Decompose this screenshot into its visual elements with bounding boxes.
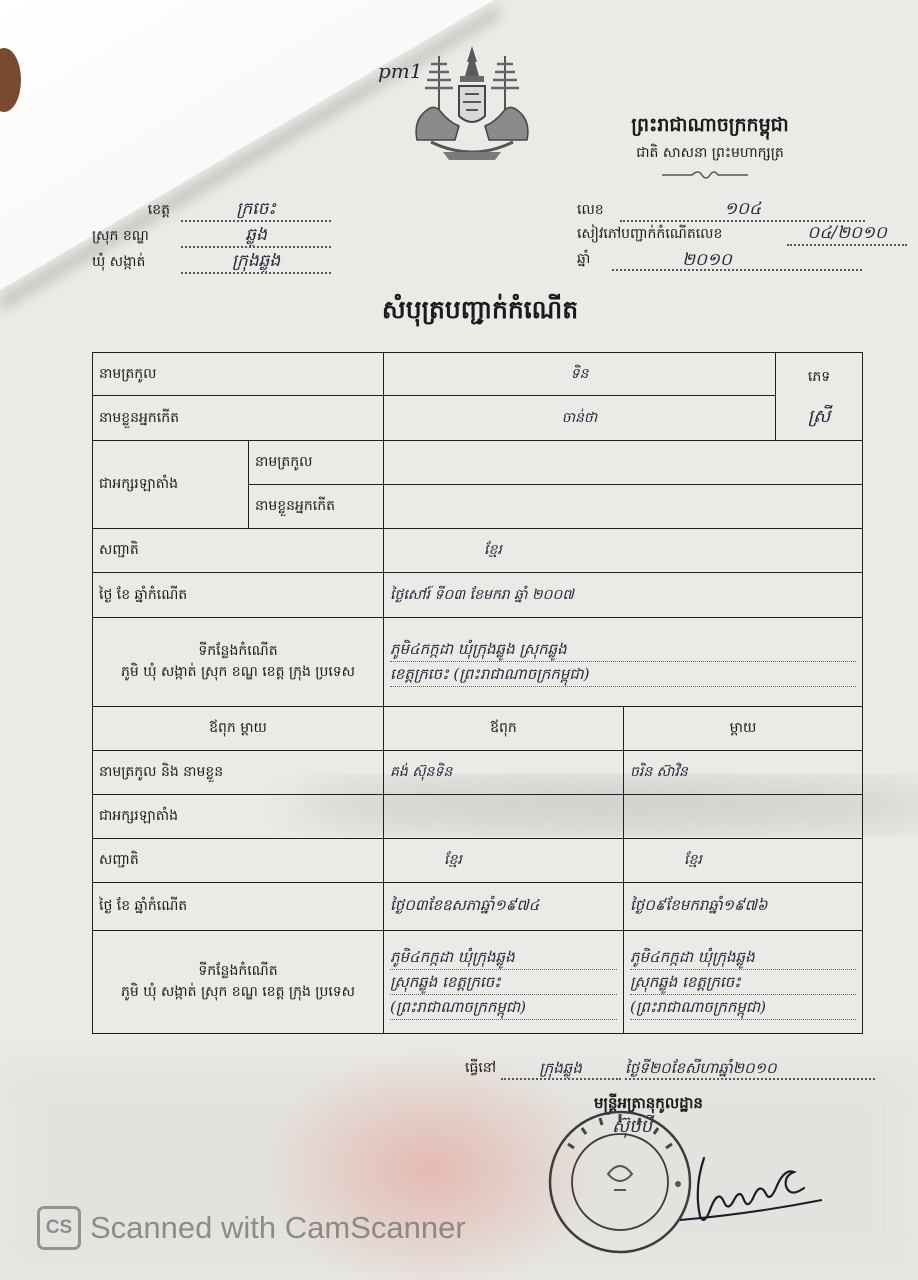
registry-number-field	[577, 198, 867, 222]
registry-year-label: ឆ្នាំ	[577, 251, 591, 267]
father-birth-place-line-3: (ព្រះរាជាណាចក្រកម្ពុជា)	[390, 995, 617, 1020]
child-given-name-label: នាមខ្លួនអ្នកកើត	[93, 396, 384, 441]
registry-book-field	[577, 222, 907, 246]
mother-birth-place-cell	[624, 931, 863, 1034]
child-birth-place-row	[93, 618, 863, 707]
child-birth-place-value-cell	[384, 618, 863, 707]
child-latin-surname-row	[93, 441, 863, 485]
father-latin-value	[384, 795, 624, 839]
child-latin-label: ជាអក្សរឡាតាំង	[93, 441, 249, 529]
parents-latin-label: ជាអក្សរឡាតាំង	[93, 795, 384, 839]
child-nationality-row	[93, 529, 863, 573]
registry-year-value: ២០១០	[612, 249, 862, 271]
parents-header-label: ឪពុក ម្ដាយ	[93, 707, 384, 751]
commune-label: ឃុំ សង្កាត់	[92, 254, 146, 270]
parents-birth-place-row	[93, 931, 863, 1034]
child-sex-label: ភេទ	[807, 368, 831, 385]
officer-name: ស៊ុបបី	[612, 1116, 652, 1137]
emblem-ribbon	[431, 142, 513, 152]
commune-value: ក្រុងឆ្លូង	[181, 250, 331, 274]
ornament-line	[662, 172, 748, 178]
parents-birth-place-label: ទីកន្លែងកំណើត	[198, 963, 278, 979]
ornament-divider	[660, 168, 750, 182]
child-surname-label: នាមត្រកូល	[93, 353, 384, 396]
child-nationality-value: ខ្មែរ	[384, 529, 863, 573]
registry-number-label: លេខ	[577, 202, 604, 218]
commune-field	[92, 250, 332, 274]
made-at-line	[465, 1056, 895, 1080]
child-latin-surname-value	[384, 441, 863, 485]
emblem-base	[443, 152, 501, 160]
officer-title: មន្ត្រីអត្រានុកូលដ្ឋាន	[594, 1094, 703, 1112]
child-birth-place-label-cell	[93, 618, 384, 707]
mother-latin-value	[624, 795, 863, 839]
father-nationality-value: ខ្មែរ	[384, 839, 624, 883]
document-title: សំបុត្របញ្ជាក់កំណើត	[381, 295, 579, 324]
emblem-crown-spire	[465, 46, 479, 76]
parents-nationality-label: សញ្ជាតិ	[93, 839, 384, 883]
father-birth-place-cell	[384, 931, 624, 1034]
district-field	[92, 224, 332, 248]
issue-date-value: ថ្ងៃទី២០ខែសីហាឆ្នាំ២០១០	[625, 1058, 875, 1080]
child-birth-date-label: ថ្ងៃ ខែ ឆ្នាំកំណើត	[93, 573, 384, 618]
province-value: ក្រចេះ	[181, 198, 331, 222]
parents-birth-date-row	[93, 883, 863, 931]
handwritten-note: pm1	[378, 59, 423, 83]
child-birth-place-label: ទីកន្លែងកំណើត	[198, 643, 278, 659]
child-surname-value: ទិន	[384, 353, 776, 396]
mother-birth-place-line-3: (ព្រះរាជាណាចក្រកម្ពុជា)	[630, 995, 856, 1020]
registry-book-value: ០៤/២០១០	[787, 222, 907, 246]
parents-birth-date-label: ថ្ងៃ ខែ ឆ្នាំកំណើត	[93, 883, 384, 931]
parents-header-row	[93, 707, 863, 751]
child-given-name-row	[93, 396, 863, 441]
parents-name-row	[93, 751, 863, 795]
father-birth-place-line-2: ស្រុកឆ្លូង ខេត្តក្រចេះ	[390, 970, 617, 995]
father-birth-place-line-1: ភូមិ៤កក្កដា ឃុំក្រុងឆ្លូង	[390, 945, 617, 970]
district-label: ស្រុក ខណ្ឌ	[92, 228, 149, 244]
father-column-header: ឪពុក	[384, 707, 624, 751]
parents-latin-row	[93, 795, 863, 839]
mother-birth-place-line-2: ស្រុកឆ្លូង ខេត្តក្រចេះ	[630, 970, 856, 995]
child-sex-cell	[776, 353, 863, 441]
emblem-right-lion	[485, 107, 528, 140]
child-birth-date-value: ថ្ងៃសៅរ៍ ទី០៣ ខែមករា ឆ្នាំ ២០០៧	[384, 573, 863, 618]
kingdom-heading: ព្រះរាជាណាចក្រកម្ពុជា	[631, 114, 789, 136]
mother-birth-date-value: ថ្ងៃ០៩ខែមករាឆ្នាំ១៩៧៦	[624, 883, 863, 931]
child-birth-place-line-1: ភូមិ៤កក្កដា ឃុំក្រុងឆ្លូង ស្រុកឆ្លូង	[390, 637, 856, 662]
child-surname-row	[93, 353, 863, 396]
emblem-crown-band	[460, 76, 484, 82]
emblem-shield	[459, 86, 485, 122]
parents-nationality-row	[93, 839, 863, 883]
birth-certificate-table	[92, 352, 863, 1034]
child-latin-given-name-label: នាមខ្លួនអ្នកកើត	[249, 485, 384, 529]
stamp-center-motif	[608, 1166, 632, 1190]
camscanner-watermark: Scanned with CamScanner	[90, 1210, 466, 1245]
child-birth-place-sublabel: ភូមិ ឃុំ សង្កាត់ ស្រុក ខណ្ឌ ខេត្ត ក្រុង ប្រទេស	[120, 664, 356, 680]
stamp-ring-marks	[568, 1114, 672, 1148]
child-latin-given-name-value	[384, 485, 863, 529]
child-sex-value: ស្រី	[807, 405, 831, 427]
child-birth-date-row	[93, 573, 863, 618]
province-field	[92, 198, 332, 222]
made-at-label: ធ្វើនៅ	[465, 1060, 497, 1076]
district-value: ឆ្លូង	[181, 224, 331, 248]
signature-stroke	[698, 1158, 804, 1220]
emblem-left-lion	[416, 107, 459, 140]
royal-arms-emblem	[403, 44, 541, 162]
made-at-value: ក្រុងឆ្លូង	[501, 1058, 621, 1080]
registry-number-value: ១០៤	[620, 198, 865, 222]
province-label: ខេត្ត	[147, 202, 170, 218]
officer-signature	[676, 1138, 826, 1230]
mother-name-value: ចរិន ស៊ាវិន	[624, 751, 863, 795]
parents-birth-place-label-cell	[93, 931, 384, 1034]
child-birth-place-line-2: ខេត្តក្រចេះ (ព្រះរាជាណាចក្រកម្ពុជា)	[390, 662, 856, 687]
child-given-name-value: ចាន់ថា	[384, 396, 776, 441]
mother-column-header: ម្ដាយ	[624, 707, 863, 751]
registry-year-field	[577, 247, 867, 271]
father-birth-date-value: ថ្ងៃ០៣ខែឧសភាឆ្នាំ១៩៧៤	[384, 883, 624, 931]
national-motto: ជាតិ សាសនា ព្រះមហាក្សត្រ	[636, 145, 784, 161]
father-name-value: គង់ ស៊ុនទិន	[384, 751, 624, 795]
parents-name-label: នាមត្រកូល និង នាមខ្លួន	[93, 751, 384, 795]
registry-book-label: សៀវភៅបញ្ជាក់កំណើតលេខ	[577, 226, 723, 242]
child-nationality-label: សញ្ជាតិ	[93, 529, 384, 573]
child-latin-surname-label: នាមត្រកូល	[249, 441, 384, 485]
mother-nationality-value: ខ្មែរ	[624, 839, 863, 883]
camscanner-logo: CS	[37, 1206, 81, 1250]
parents-birth-place-sublabel: ភូមិ ឃុំ សង្កាត់ ស្រុក ខណ្ឌ ខេត្ត ក្រុង ប្រទេស	[120, 984, 356, 1000]
mother-birth-place-line-1: ភូមិ៤កក្កដា ឃុំក្រុងឆ្លូង	[630, 945, 856, 970]
